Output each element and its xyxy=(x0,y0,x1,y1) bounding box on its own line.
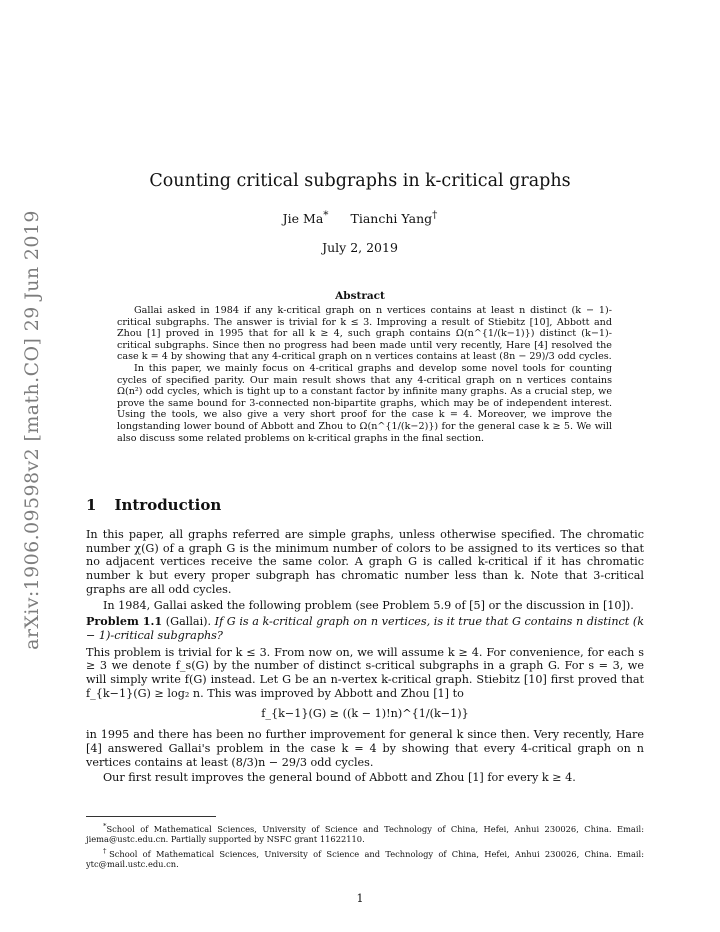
abstract-heading: Abstract xyxy=(335,290,385,302)
body-paragraph: This problem is trivial for k ≤ 3. From now on, we will assume k ≥ 4. For convenience, for each s ≥ 3 we denote f_s(G) by the number of distinct s-critical subgraphs in a graph G. For s = 3, we will simply write f(G) instead. Let G be an n-vertex k-critical graph. Stiebitz [10] first proved that f_{k−1}(G) ≥ log₂ n. This was improved by Abbott and Zhou [1] to xyxy=(86,645,644,700)
paper-title: Counting critical subgraphs in k-critical graphs xyxy=(149,171,571,191)
footnote-text: School of Mathematical Sciences, University of Science and Technology of China, Hefei, Anhui 230026, China. Email: ytc@mail.ustc.edu.cn. xyxy=(86,848,644,870)
display-equation: f_{k−1}(G) ≥ ((k − 1)!n)^{1/(k−1)} xyxy=(261,707,469,721)
body-text xyxy=(86,528,644,787)
author-list xyxy=(0,209,720,226)
author-footnote-mark: * xyxy=(323,209,329,221)
problem-statement xyxy=(86,615,644,642)
footnote xyxy=(86,821,644,845)
body-paragraph: in 1995 and there has been no further improvement for general k since then. Very recently, Hare [4] answered Gallai's problem in the case k = 4 by showing that every 4-critical graph on n vertices contains at least (8/3)n − 29/3 odd cycles. xyxy=(86,728,644,769)
author-name: Tianchi Yang xyxy=(350,211,433,227)
footnote-mark: † xyxy=(103,846,110,855)
abstract-body xyxy=(117,305,612,444)
abstract-paragraph: Gallai asked in 1984 if any k-critical graph on n vertices contains at least n distinct (k − 1)-critical subgraphs. The answer is trivial for k ≤ 3. Improving a result of Stiebitz [10], Abbott and Zhou [1] proved in 1995 that for all k ≥ 4, such graph contains Ω(n^{1/(k−1)}) distinct (k−1)-critical subgraphs. Since then no progress had been made until very recently, Hare [4] resolved the case k = 4 by showing that any 4-critical graph on n vertices contains at least (8n − 29)/3 odd cycles. xyxy=(117,305,612,363)
paper-date: July 2, 2019 xyxy=(322,240,398,255)
problem-text: If G is a k-critical graph on n vertices, is it true that G contains n distinct (k − 1)-critical subgraphs? xyxy=(86,615,645,642)
body-paragraph: In 1984, Gallai asked the following problem (see Problem 5.9 of [5] or the discussion in [10]). xyxy=(103,598,634,612)
footnotes xyxy=(86,821,644,871)
abstract-paragraph: In this paper, we mainly focus on 4-critical graphs and develop some novel tools for counting cycles of specified parity. Our main result shows that any 4-critical graph on n vertices contains Ω(n²) odd cycles, which is tight up to a constant factor by infinite many graphs. As a crucial step, we prove the same bound for 3-connected non-bipartite graphs, which may be of independent interest. Using the tools, we also give a very short proof for the case k = 4. Moreover, we improve the longstanding lower bound of Abbott and Zhou to Ω(n^{1/(k−2)}) for the general case k ≥ 5. We will also discuss some related problems on k-critical graphs in the final section. xyxy=(117,362,612,444)
footnote xyxy=(86,846,644,870)
author-footnote-mark: † xyxy=(432,209,438,221)
footnote-text: School of Mathematical Sciences, University of Science and Technology of China, Hefei, Anhui 230026, China. Email: jiema@ustc.edu.cn. Partially supported by NSFC grant 11622110. xyxy=(86,823,644,845)
body-paragraph: In this paper, all graphs referred are simple graphs, unless otherwise specified. The chromatic number χ(G) of a graph G is the minimum number of colors to be assigned to its vertices so that no adjacent vertices receive the same color. A graph G is called k-critical if it has chromatic number k but every proper subgraph has chromatic number less than k. Note that 3-critical graphs are all odd cycles. xyxy=(86,528,644,596)
page-number: 1 xyxy=(356,892,364,905)
arxiv-identifier-sidebar xyxy=(12,210,52,650)
section-title: Introduction xyxy=(114,496,222,514)
arxiv-identifier: arXiv:1906.09598v2 [math.CO] 29 Jun 2019 xyxy=(21,210,43,650)
section-number: 1 xyxy=(86,496,97,514)
problem-label: Problem 1.1 xyxy=(86,614,163,629)
footnote-mark: * xyxy=(103,822,107,830)
section-heading xyxy=(86,496,221,514)
body-paragraph: Our first result improves the general bound of Abbott and Zhou [1] for every k ≥ 4. xyxy=(103,771,576,785)
footnote-rule xyxy=(86,816,216,817)
author-name: Jie Ma xyxy=(282,211,324,227)
problem-source: (Gallai). xyxy=(165,615,212,629)
